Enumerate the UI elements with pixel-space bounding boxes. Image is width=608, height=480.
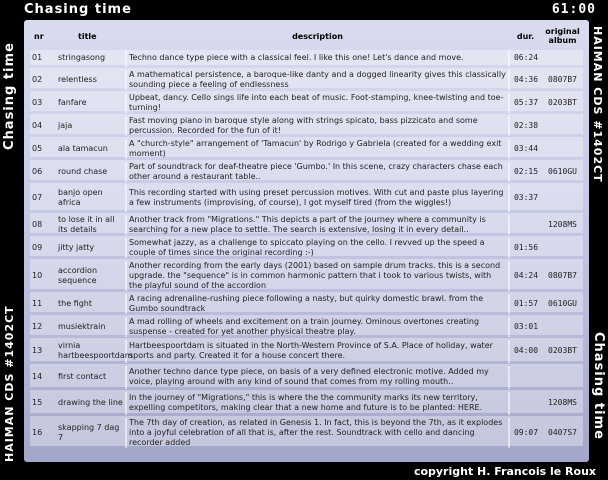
track-description: Fast moving piano in baroque style along with strings spicato, bass pizzicato and some percussion. Recorded for the fun of it! xyxy=(126,114,509,137)
copyright-notice: copyright H. Francois le Roux xyxy=(413,465,596,478)
track-nr: 08 xyxy=(32,219,43,229)
track-duration: 03:37 xyxy=(513,193,539,202)
track-description: Upbeat, dancy. Cello sings life into each beat of music. Foot-stamping, knee-twisting and toe-turning! xyxy=(126,91,509,114)
track-duration: 02:38 xyxy=(513,120,539,130)
track-nr: 01 xyxy=(32,53,43,63)
track-album xyxy=(542,50,583,68)
track-description: A "church-style" arrangement of 'Tamacun' by Rodrigo y Gabriela (created for a wedding exit moment) xyxy=(126,137,509,160)
track-duration: 09:07 xyxy=(513,427,539,437)
track-title: round chase xyxy=(58,166,108,176)
track-row xyxy=(30,390,583,416)
track-nr: 05 xyxy=(32,143,43,153)
track-title: first contact xyxy=(58,372,107,381)
track-description: Hartbeespoortdam is situated in the North-Western Province of S.A. Place of holiday, water sports and party. Created it for a house concert there. xyxy=(126,338,509,364)
column-header-album: original album xyxy=(545,27,580,45)
track-row xyxy=(30,68,583,91)
track-nr: 13 xyxy=(32,346,43,355)
track-duration: 05:37 xyxy=(513,97,539,107)
track-duration xyxy=(509,213,542,236)
track-album: 0610GU xyxy=(548,166,577,176)
track-row xyxy=(30,292,583,315)
track-title: drawing the line xyxy=(58,398,123,407)
track-title: banjo open africa xyxy=(58,188,103,207)
track-album: 1208MS xyxy=(548,219,577,229)
track-title: the fight xyxy=(58,298,92,308)
track-row xyxy=(30,315,583,338)
track-duration: 02:15 xyxy=(513,166,539,176)
track-nr: 10 xyxy=(32,270,43,280)
track-album: 0610GU xyxy=(548,298,577,308)
track-row xyxy=(30,416,583,449)
track-nr: 12 xyxy=(32,321,43,331)
column-header-description: description xyxy=(292,31,343,41)
track-description: Techno dance type piece with a classical feel. I like this one! Let's dance and move. xyxy=(126,50,509,68)
track-album: 0203BT xyxy=(548,346,577,355)
track-nr: 07 xyxy=(32,193,43,202)
track-row xyxy=(30,137,583,160)
track-title: fanfare xyxy=(58,97,87,107)
track-nr: 14 xyxy=(32,372,43,381)
track-duration xyxy=(509,364,542,390)
page-title: Chasing time xyxy=(24,2,132,17)
track-row xyxy=(30,259,583,292)
track-title: jaja xyxy=(58,120,73,130)
track-description: Part of soundtrack for deaf-theatre piece 'Gumbo.' In this scene, crazy characters chase each other around a restaurant table.. xyxy=(126,160,509,183)
track-title: stringasong xyxy=(58,53,106,63)
track-duration: 04:00 xyxy=(513,346,539,355)
track-description: A mathematical persistence, a baroque-like danty and a dogged linearity gives this classically sounding piece a feeling of endlessness xyxy=(126,68,509,91)
track-row xyxy=(30,213,583,236)
track-album: 1208MS xyxy=(548,398,577,407)
table-header-row xyxy=(30,22,583,50)
track-title: relentless xyxy=(58,74,97,84)
track-album xyxy=(542,183,583,213)
track-duration: 06:24 xyxy=(513,53,539,63)
tracklist-body xyxy=(30,50,583,449)
side-label-left-top: Chasing time xyxy=(2,42,17,150)
track-album: 0203BT xyxy=(548,97,577,107)
column-header-duration: dur. xyxy=(516,31,535,41)
track-album xyxy=(542,364,583,390)
track-album xyxy=(542,114,583,137)
track-duration: 01:56 xyxy=(513,242,539,252)
track-title: jitty jatty xyxy=(58,242,95,252)
track-duration xyxy=(509,390,542,416)
track-row xyxy=(30,50,583,68)
track-row xyxy=(30,183,583,213)
track-duration: 03:01 xyxy=(513,321,539,331)
tracklist-table xyxy=(30,22,583,451)
track-description: The 7th day of creation, as related in Genesis 1. In fact, this is beyond the 7th, as it explodes into a joyful celebration of all that is, after the rest. Soundtrack with cello and dancing recorder added xyxy=(126,416,509,449)
side-label-left-bottom: HAIMAN CDS #1402CT xyxy=(3,305,16,462)
track-description: Somewhat jazzy, as a challenge to spiccato playing on the cello. I revved up the speed a couple of times since the original recording :-) xyxy=(126,236,509,259)
column-header-nr: nr xyxy=(34,31,44,41)
track-album xyxy=(542,315,583,338)
track-row xyxy=(30,364,583,390)
track-duration: 04:24 xyxy=(513,270,539,280)
column-header-title: title xyxy=(78,31,97,41)
track-title: to lose it in all its details xyxy=(58,214,115,234)
track-title: ala tamacun xyxy=(58,143,108,153)
total-duration: 61:00 xyxy=(551,2,596,17)
track-album xyxy=(542,137,583,160)
side-label-right-bottom: Chasing time xyxy=(591,332,606,440)
track-album: 0807B7 xyxy=(548,270,577,280)
track-description: Another track from "Migrations." This depicts a part of the journey where a community is searching for a new place to settle. The search is extensive, losing it in every detail.. xyxy=(126,213,509,236)
track-row xyxy=(30,114,583,137)
track-nr: 11 xyxy=(32,298,43,308)
track-nr: 06 xyxy=(32,166,43,176)
track-row xyxy=(30,160,583,183)
track-duration: 01:57 xyxy=(513,298,539,308)
tracklist-panel xyxy=(24,20,589,462)
track-nr: 15 xyxy=(32,398,43,407)
track-row xyxy=(30,91,583,114)
track-nr: 16 xyxy=(32,427,43,437)
track-row xyxy=(30,338,583,364)
track-nr: 03 xyxy=(32,97,43,107)
track-nr: 04 xyxy=(32,120,43,130)
track-title: virnia hartbeespoortdam xyxy=(58,341,133,360)
track-album: 0807B7 xyxy=(548,74,577,84)
track-nr: 02 xyxy=(32,74,43,84)
track-title: skapping 7 dag 7 xyxy=(58,422,120,442)
track-description: A mad rolling of wheels and excitement on a train journey. Ominous overtones creating suspense - created for yet another physical theatre play. xyxy=(126,315,509,338)
track-album xyxy=(542,236,583,259)
track-description: In the journey of "Migrations," this is where the the community marks its new territory, expelling competitors, making clear that a new home and future is to be planted: HERE. xyxy=(126,390,509,416)
track-duration: 03:44 xyxy=(513,143,539,153)
track-row xyxy=(30,236,583,259)
track-description: This recording started with using preset percussion motives. With cut and paste plus layering a few instruments (improvising, of course), I got myself tired (from the wiggles!) xyxy=(126,183,509,213)
track-title: accordion sequence xyxy=(58,265,98,285)
track-description: Another techno dance type piece, on basis of a very defined electronic motive. Added my voice, playing around with any kind of sound that comes from my rolling mouth.. xyxy=(126,364,509,390)
track-album: 0407S7 xyxy=(548,427,577,437)
side-label-right-top: HAIMAN CDS #1402CT xyxy=(591,26,604,183)
track-duration: 04:36 xyxy=(513,74,539,84)
track-nr: 09 xyxy=(32,242,43,252)
track-description: A racing adrenaline-rushing piece following a nasty, but quirky domestic brawl. from the Gumbo soundtrack xyxy=(126,292,509,315)
track-description: Another recording from the early days (2001) based on sample drum tracks. this is a second upgrade. the "sequence" is in common harmonic pattern that i took to various twists, with the playful sound of the accordion xyxy=(126,259,509,292)
track-title: musiektrain xyxy=(58,321,106,331)
